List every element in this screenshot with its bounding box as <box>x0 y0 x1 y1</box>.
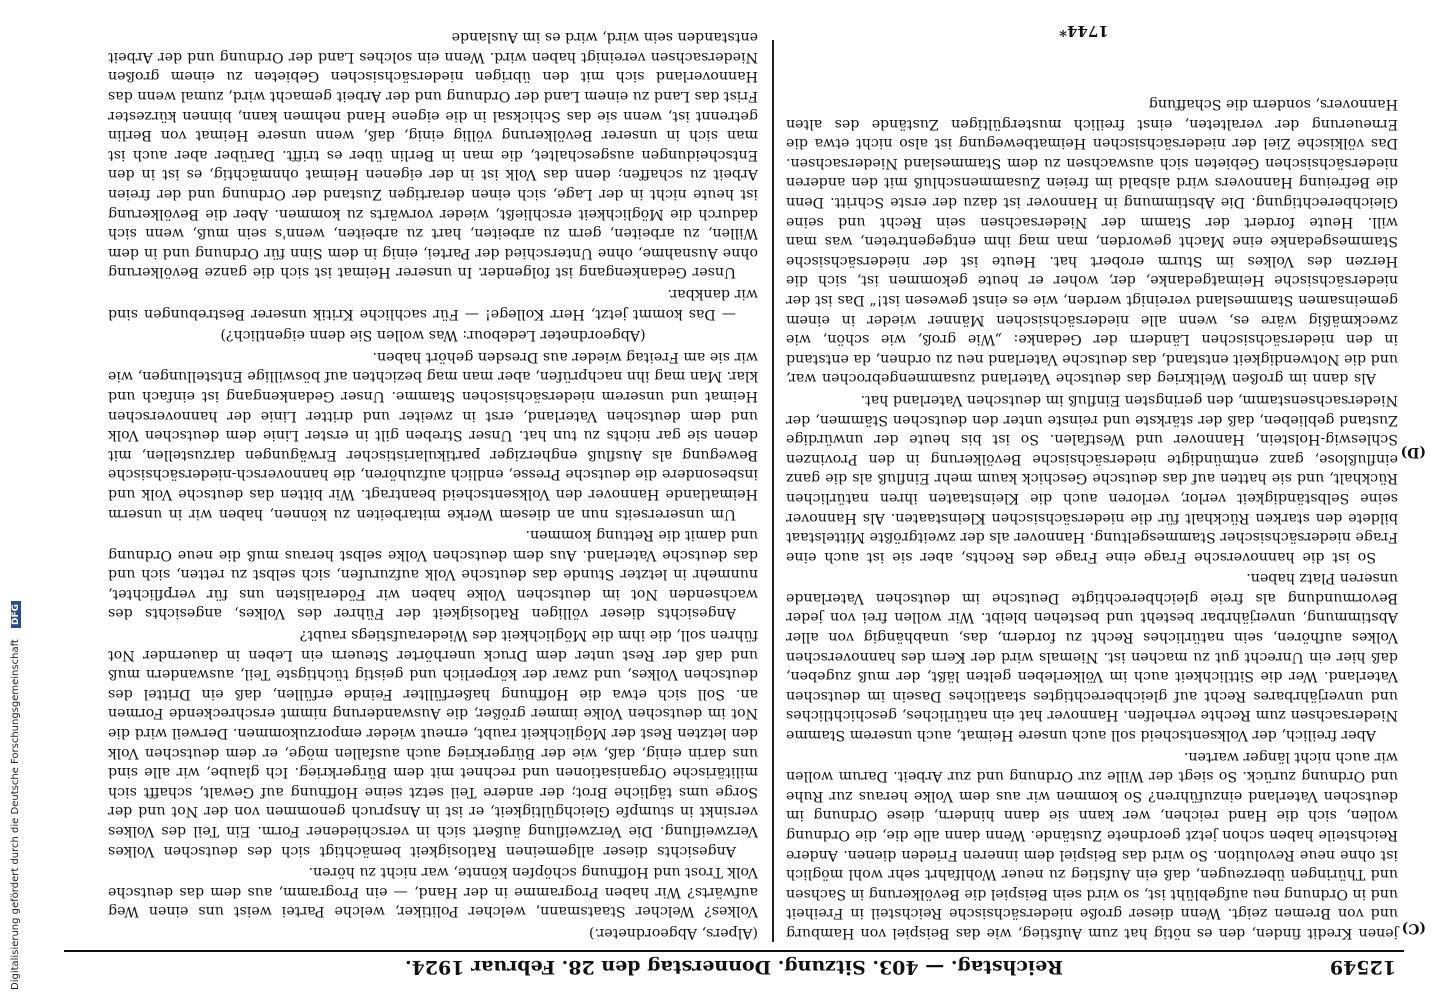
paragraph: So ist die hannoversche Frage eine Frage des Rechts, aber sie ist auch eine Frage niedersächsischer Stammesgeltung. Hannover als der zweitgrößte Mittelstaat bildete den starken Rückhalt für die niedersächsischen Kleinstaaten. Als Hannover seine Selbständigkeit verlor, verloren auch die Kleinstaaten ihren natürlichen Rückhalt, und sie hatten auf das deutsche Geschick kaum mehr Einfluß als die ganz einflußlose, ganz entmündigte niedersächsische Bevölkerung in den Provinzen Schleswig-Holstein, Hannover und Westfalen. So ist bis heute der unwürdige Zustand geblieben, daß der stärkste und reinste unter den deutschen Stämmen, der Niedersachsenstamm, den geringsten Einfluß im deutschen Vaterland hat. <box>786 391 1398 565</box>
paragraph: (Abgeordneter Ledebour: Was wollen Sie denn eigentlich?) <box>220 327 646 344</box>
paragraph: — Das kommt jetzt, Herr Kollege! — Für sachliche Kritik unserer Bestrebungen sind wir dankbar. <box>108 286 758 322</box>
paragraph: (Alpers, Abgeordneter.) <box>589 925 758 941</box>
paragraph: Aber freilich, der Volksentscheid soll auch unsere Heimat, auch unserem Stamme Niedersachsen zum Rechte verhelfen. Hannover hat ein natürliches, geschichtliches und unverjährbares Recht auf gleichberechtigtes staatliches Dasein im deutschen Vaterland. Wer die Sittlichkeit auch im Völkerleben gelten läßt, der muß zugeben, daß hier ein Unrecht gut zu machen ist. Niemals wird der Kern des hannoverschen Volkes aufhören, sein natürliches Recht zu fordern, das, unabhängig von aller Abstimmung, unverjährbar besteht und bestehen bleibt. Wir wollen frei von jeder Bevormundung als freie gleichberechtigte Deutsche im deutschen Vaterlande unseren Platz haben. <box>786 570 1398 744</box>
text-column-left <box>786 40 1398 942</box>
page-header <box>64 950 1404 982</box>
paragraph: Angesichts dieser allgemeinen Ratlosigkeit bemächtigt sich des deutschen Volkes Verzweiflung. Die Verzweiflung äußert sich in verschiedener Form. Ein Teil des Volkes versinkt in stumpfe Gleichgültigkeit, er ist in Anspruch genommen von der Not und der Sorge ums tägliche Brot; der andere Teil setzt seine Hoffnung auf Gewalt, schafft sich militärische Organisationen und rechnet mit dem Bürgerkrieg. Ich glaube, wir alle sind uns darin einig, daß, wie der Bürgerkrieg auch ausfallen möge, er dem deutschen Volk den letzten Rest der Möglichkeit raubt, erneut wieder emporzukommen. Derweil wird die Not im deutschen Volke immer größer, die Auswanderung nimmt erschreckende Formen an. Soll sich etwa die Hoffnung haßerfüllter Feinde erfüllen, daß ein Drittel des deutschen Volkes, und zwar der körperlich und geistig tüchtigste Teil, auswandern muß und daß der Rest unter dem Druck unerhörter Steuern ein Leben in dauernder Not führen soll, die ihm die Möglichkeit des Wiederaufstiegs raubt? <box>108 627 758 859</box>
page-signature: 1744* <box>1059 22 1109 40</box>
margin-letter-d: (D) <box>1400 444 1426 460</box>
paragraph: Angesichts dieser völligen Ratlosigkeit der Führer des Volkes, angesichts des wachsenden Not im deutschen Volke haben wir Föderalisten uns für verpflichtet, nunmehr in letzter Stunde das deutsche Volk aufzurufen, sich selbst zu retten, sich und das deutsche Vaterland. Aus dem deutschen Volke selbst heraus muß die neue Ordnung und damit die Rettung kommen. <box>108 527 758 622</box>
page-number: 12549 <box>1329 956 1396 978</box>
paragraph: jenen Kredit finden, den es nötig hat zum Aufstieg, wie das Beispiel von Hamburg und von Bremen zeigt. Wenn dieser große niedersächsische Reichsteil in Freiheit und in Ordnung neu aufgeblüht ist, so wird sein Beispiel die Bevölkerung in Sachsen und Thüringen überzeugen, daß ein Aufstieg zu neuer Wohlfahrt sehr wohl möglich ist ohne neue Revolution. So wird das Beispiel dem inneren Frieden dienen. Andere Reichsteile haben schon jetzt geordnete Zustände. Wenn dann alle die, die Ordnung wollen, sich die Hand reichen, wer kann sie dann hindern, diese Ordnung im deutschen Vaterland einzuführen? So kommen wir aus dem Volke heraus zur Ruhe und Ordnung zurück. So siegt der Wille zur Ordnung und zur Arbeit. Darum wollen wir auch nicht länger warten. <box>786 748 1398 941</box>
dfg-logo-icon: DFG <box>11 601 21 628</box>
newspaper-page <box>20 0 1434 1000</box>
page-title: Reichstag. — 403. Sitzung. Donnerstag den 28. Februar 1924. <box>404 956 1064 978</box>
paragraph: Als dann im großen Weltkrieg das deutsche Vaterland zusammengebrochen war, und die Notwendigkeit entstand, das deutsche Vaterland neu zu ordnen, da entstand in den niedersächsischen Ländern der Gedanke: „Wie groß, wie schön, wie zweckmäßig wäre es, wenn alle niedersächsischen Männer wieder in einem gemeinsamen Stammesland vereinigt werden, wie es einst gewesen ist!“ Das ist der niedersächsische Heimatgedanke, der, woher er heute gekommen ist, sich die Herzen des Volkes im Sturm erobert hat. Heute ist der niedersächsische Stammesgedanke eine Macht geworden, man mag ihm entgegentreten, was man will. Heute fordert der Stamm der Niedersachsen sein Recht und seine Gleichberechtigung. Die Abstimmung in Hannover ist dazu der erste Schritt. Denn die Befreiung Hannovers wird alsbald im freien Zusammenschluß mit den anderen niedersächsischen Gebieten sich auswachsen zu dem Stammesland Niedersachsen. Das völkische Ziel der niedersächsischen Heimatbewegung ist also nicht etwa die Erneuerung der veralteten, einst freilich mustergültigen Zustände des alten Hannovers, sondern die Schaffung <box>786 96 1398 387</box>
paragraph: Unser Gedankengang ist folgender. In unserer Heimat ist sich die ganze Bevölkerung ohne Ausnahme, ohne Unterschied der Partei, einig in dem Sinn für Ordnung und in dem Willen, zu arbeiten, gern zu arbeiten, hart zu arbeiten, wenn's sein muß, wenn sich dadurch die Möglichkeit erschließt, wieder vorwärts zu kommen. Aber die Bevölkerung ist heute nicht in der Lage, sich einen derartigen Zustand der Ordnung und der freien Arbeit zu schaffen; denn das Volk ist in der eigenen Heimat ohnmächtig, es ist in den Entscheidungen ausgeschaltet, die man in Berlin über es trifft. Darüber aber auch ist man sich in unserer Bevölkerung völlig einig, daß, wenn unsere Heimat von Berlin getrennt ist, wenn sie das Schicksal in die eigene Hand nehmen kann, binnen kürzester Frist das Land zu einem Land der Ordnung und der Arbeit gemacht wird, zumal wenn das Hannoverland sich mit den übrigen niedersächsischen Gebieten zu einem großen Niedersachsen vereinigt haben wird. Wenn ein solches Land der Ordnung und der Arbeit entstanden sein wird, wird es im Auslande <box>108 29 758 281</box>
credit-text: Digitalisierung gefördert durch die Deutsche Forschungsgemeinschaft <box>10 639 21 990</box>
margin-letter-c: (C) <box>1401 920 1426 936</box>
paragraph: Um unsererseits nun an diesem Werke mitarbeiten zu können, haben wir in unserm Heimatlande Hannover den Volksentscheid beantragt. Wir bitten das deutsche Volk und insbesondere die deutsche Presse, endlich aufzuhören, die hannoversch-niedersächsische Bewegung als Ausfluß engherziger partikularistischer Erwägungen darzustellen, mit denen sie gar nichts zu tun hat. Unser Streben gilt in erster Linie dem deutschen Volk und dem deutschen Vaterland, erst in zweiter und dritter Linie der hannoverschen Heimat und unserem niedersächsischen Stamme. Unser Gedankengang ist einfach und klar. Man mag ihn nachprüfen, aber man mag bezichten auf böswillige Entstellungen, wie wir sie am Freitag wieder aus Dresden gehört haben. <box>108 348 758 522</box>
text-column-right <box>108 29 758 942</box>
paragraph: Volkes? Welcher Staatsmann, welcher Politiker, welche Partei weist uns einen Weg aufwärts? Wir haben Programme in der Hand, — ein Programm, aus dem das deutsche Volk Trost und Hoffnung schöpfen könnte, war nicht zu hören. <box>108 864 758 920</box>
column-divider <box>772 40 774 942</box>
